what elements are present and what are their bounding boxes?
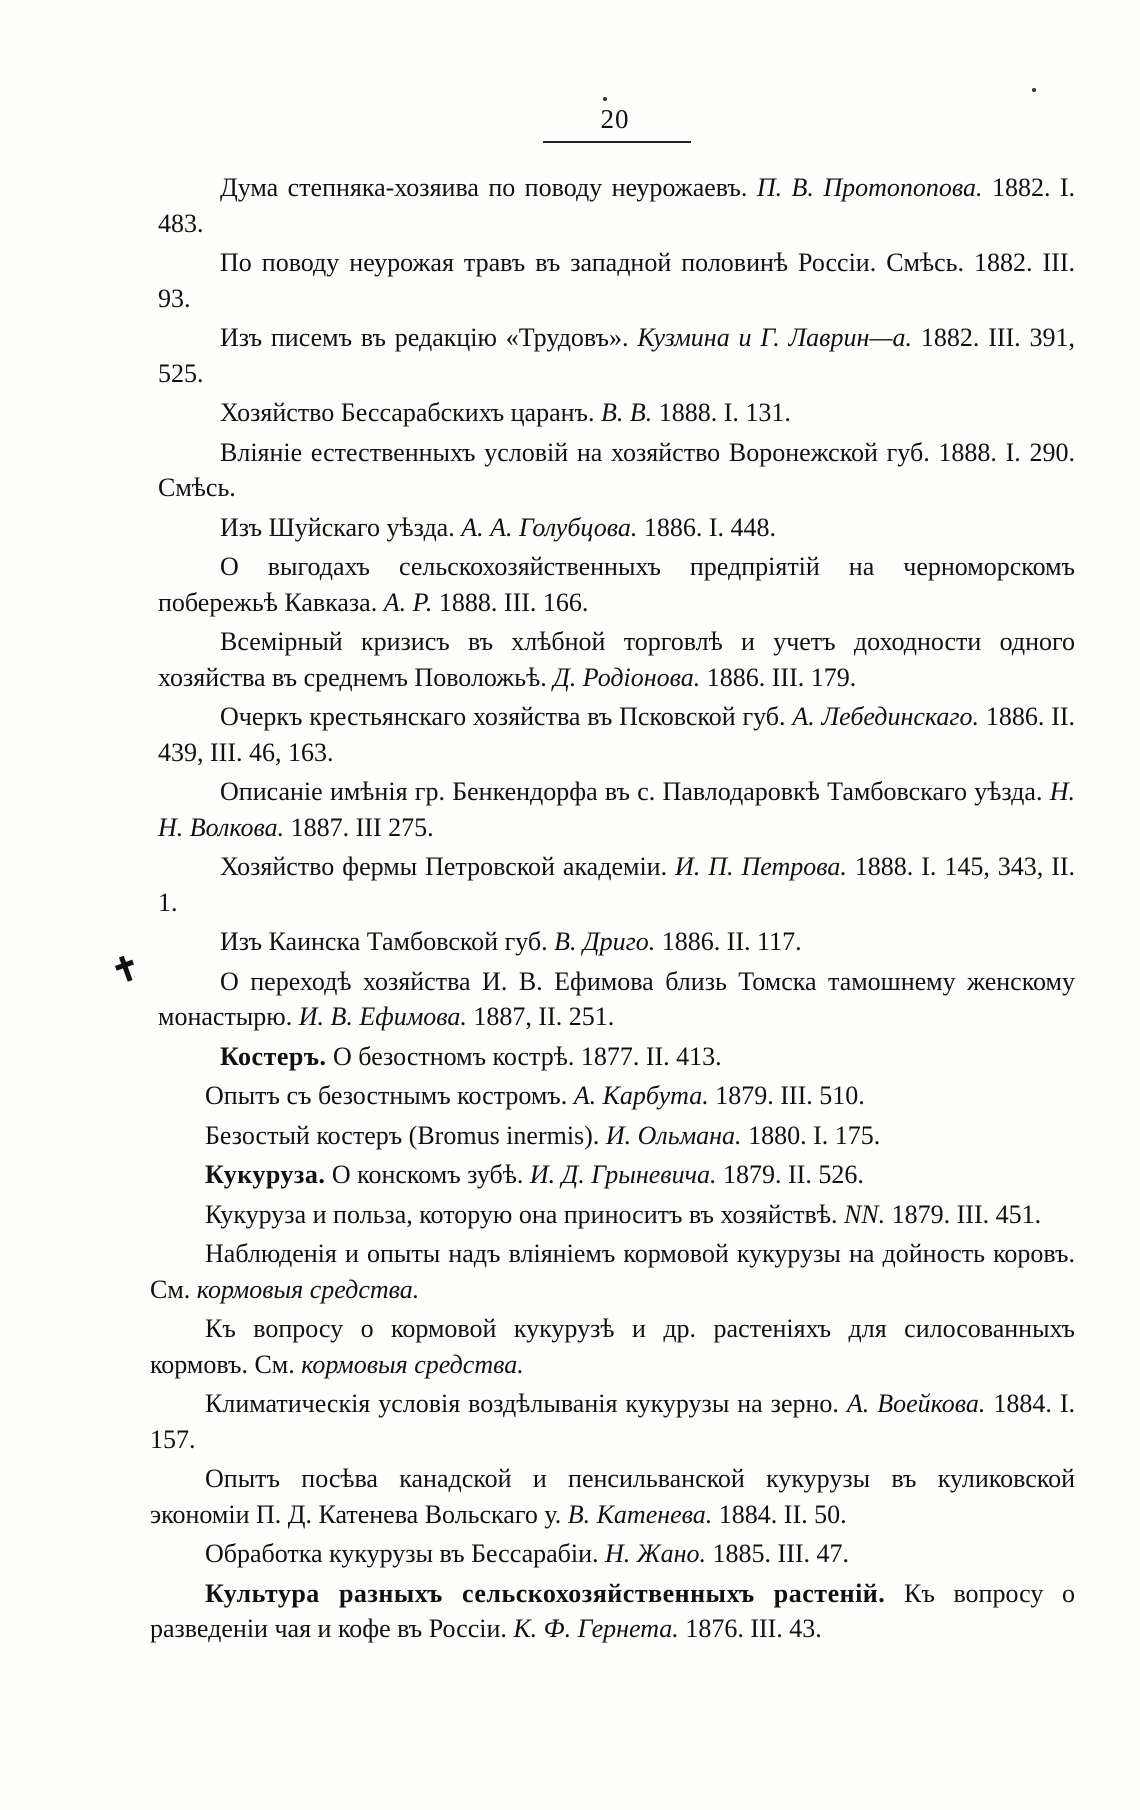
entry	[150, 964, 1075, 1035]
entry-title: Опытъ посѣва канадской и пенсильванской кукурузы въ куликовской экономіи П. Д. Катенева Вольскаго у.	[150, 1464, 1075, 1529]
entry-author: Кузмина и Г. Лаврин—а.	[637, 323, 912, 352]
entry	[150, 510, 1075, 546]
entry-citation: 1886. III. 179.	[706, 662, 857, 692]
entry-title: По поводу неурожая травъ въ западной половинѣ Россіи. Смѣсь. 1882. III. 93.	[158, 248, 1075, 313]
section-heading: Костеръ.	[220, 1041, 327, 1071]
margin-annotation-mark: ✝	[106, 948, 147, 993]
entry-title: Обработка кукурузы въ Бессарабіи.	[205, 1539, 599, 1568]
entry-author: Д. Родіонова.	[553, 662, 701, 692]
entry-title: Кукуруза и польза, которую она приноситъ въ хозяйствѣ.	[205, 1199, 838, 1229]
entry-citation: 1880. I. 175.	[748, 1120, 881, 1150]
entry-title: Изъ Каинска Тамбовской губ.	[220, 927, 548, 956]
bibliography-list	[150, 170, 1075, 1651]
entry-title: О конскомъ зубѣ.	[331, 1160, 524, 1189]
entry-author: В. Катенева.	[567, 1499, 713, 1529]
entry	[150, 1039, 1075, 1075]
entry-title: О выгодахъ сельскохозяйственныхъ предпріятій на черноморскомъ побережьѣ Кавказа.	[158, 552, 1075, 617]
entry	[150, 245, 1075, 316]
entry-title: Хозяйство фермы Петровской академіи.	[220, 852, 668, 881]
entry-title: Къ вопросу о кормовой кукурузѣ и др. растеніяхъ для силосованныхъ кормовъ. См.	[150, 1314, 1075, 1379]
entry-title: Хозяйство Бессарабскихъ царанъ.	[220, 398, 595, 427]
entry	[150, 320, 1075, 391]
entry-citation: 1885. III. 47.	[712, 1539, 850, 1568]
entry	[150, 849, 1075, 920]
entry-citation: 1888. I. 145, 343, II. 1.	[158, 852, 1076, 917]
entry-title: Всемірный кризисъ въ хлѣбной торговлѣ и учетъ доходности одного хозяйства въ среднемъ Поволожьѣ.	[158, 627, 1075, 692]
entry-author: И. Д. Грыневича.	[529, 1160, 717, 1189]
entry-author: И. В. Ефимова.	[298, 1002, 467, 1031]
entry-citation: 1884. II. 50.	[718, 1499, 847, 1529]
entry-title: Изъ писемъ въ редакцію «Трудовъ».	[220, 323, 629, 352]
entry-author: А. Лебединскаго.	[792, 702, 980, 731]
entry	[150, 1236, 1075, 1307]
entry	[150, 1197, 1075, 1233]
entry-title: Климатическія условія воздѣлыванія кукурузы на зерно.	[205, 1389, 839, 1418]
entry-author: А. Р.	[383, 587, 433, 617]
entry-author: кормовыя средства.	[301, 1349, 524, 1379]
entry-author: А. Воейкова.	[846, 1389, 986, 1418]
entry-citation: 1886. II. 439, III. 46, 163.	[158, 702, 1076, 767]
speck	[603, 97, 607, 101]
page-number: 20	[600, 104, 630, 134]
entry-author: И. Ольмана.	[605, 1120, 742, 1150]
entry-title: Наблюденія и опыты надъ вліяніемъ кормовой кукурузы на дойность коровъ. См.	[150, 1239, 1075, 1304]
entry-title: Опытъ съ безостнымъ костромъ.	[205, 1081, 568, 1110]
entry-title: Очеркъ крестьянскаго хозяйства въ Псковской губ.	[220, 702, 786, 731]
entry-citation: 1882. I. 483.	[158, 173, 1076, 238]
entry-title: Описаніе имѣнія гр. Бенкендорфа въ с. Павлодаровкѣ Тамбовскаго уѣзда.	[220, 777, 1043, 806]
entry-citation: 1886. II. 117.	[661, 927, 802, 956]
entry-citation: 1879. III. 451.	[891, 1199, 1042, 1229]
header-rule	[543, 141, 691, 143]
entry	[150, 699, 1075, 770]
entry-author: В. В.	[601, 398, 653, 427]
entry-author: В. Дриго.	[554, 927, 656, 956]
entry-title: Дума степняка-хозяива по поводу неурожаевъ.	[220, 173, 748, 202]
entry	[150, 1386, 1075, 1457]
entry	[150, 1311, 1075, 1382]
entry-citation: 1876. III. 43.	[685, 1614, 822, 1643]
entry	[150, 1576, 1075, 1647]
entry-title: Къ вопросу о разведеніи чая и кофе въ Россіи.	[150, 1578, 1075, 1643]
entry-citation: 1887, II. 251.	[473, 1002, 615, 1031]
entry-citation: 1884. I. 157.	[150, 1389, 1076, 1454]
entry-title: Изъ Шуйскаго уѣзда.	[220, 512, 455, 542]
entry	[150, 1078, 1075, 1114]
entry	[150, 395, 1075, 431]
entry-citation: 1877. II. 413.	[580, 1041, 722, 1071]
entry-author: NN.	[843, 1199, 886, 1229]
entry-citation: 1887. III 275.	[290, 812, 434, 842]
entry-citation: 1888. I. 131.	[658, 398, 791, 427]
entry	[150, 1536, 1075, 1572]
entry	[150, 924, 1075, 960]
entry-citation: 1879. III. 510.	[715, 1081, 865, 1110]
entry	[150, 774, 1075, 845]
entry	[150, 549, 1075, 620]
entry-author: кормовыя средства.	[196, 1274, 420, 1304]
entry-author: Н. Н. Волкова.	[158, 777, 1075, 842]
entry	[150, 435, 1075, 506]
speck	[1032, 88, 1036, 92]
entry-title: Безостый костеръ (Bromus inermis).	[205, 1120, 600, 1150]
entry-title: О переходѣ хозяйства И. В. Ефимова близь Томска тамошнему женскому монастырю.	[158, 966, 1075, 1031]
entry	[150, 170, 1075, 241]
entry-author: И. П. Петрова.	[675, 852, 847, 881]
entry-citation: 1888. III. 166.	[438, 587, 589, 617]
entry-citation: 1882. III. 391, 525.	[158, 323, 1076, 388]
entry	[150, 624, 1075, 695]
section-heading: Кукуруза.	[205, 1160, 326, 1189]
entry	[150, 1461, 1075, 1532]
entry-citation: 1879. II. 526.	[723, 1160, 864, 1189]
entry-author: П. В. Протопопова.	[756, 173, 983, 202]
entry-citation: 1886. I. 448.	[643, 512, 776, 542]
entry-author: К. Ф. Гернета.	[513, 1614, 679, 1643]
entry-author: Н. Жано.	[605, 1539, 707, 1568]
entry-title: Вліяніе естественныхъ условій на хозяйство Воронежской губ. 1888. I. 290. Смѣсь.	[158, 437, 1075, 502]
entry	[150, 1118, 1075, 1154]
entry-author: А. Карбута.	[573, 1081, 709, 1110]
entry-author: А. А. Голубцова.	[461, 512, 638, 542]
entry	[150, 1157, 1075, 1193]
entry-title: О безостномъ кострѣ.	[333, 1041, 575, 1071]
section-heading: Культура разныхъ сельскохозяйственныхъ растеній.	[205, 1578, 886, 1608]
